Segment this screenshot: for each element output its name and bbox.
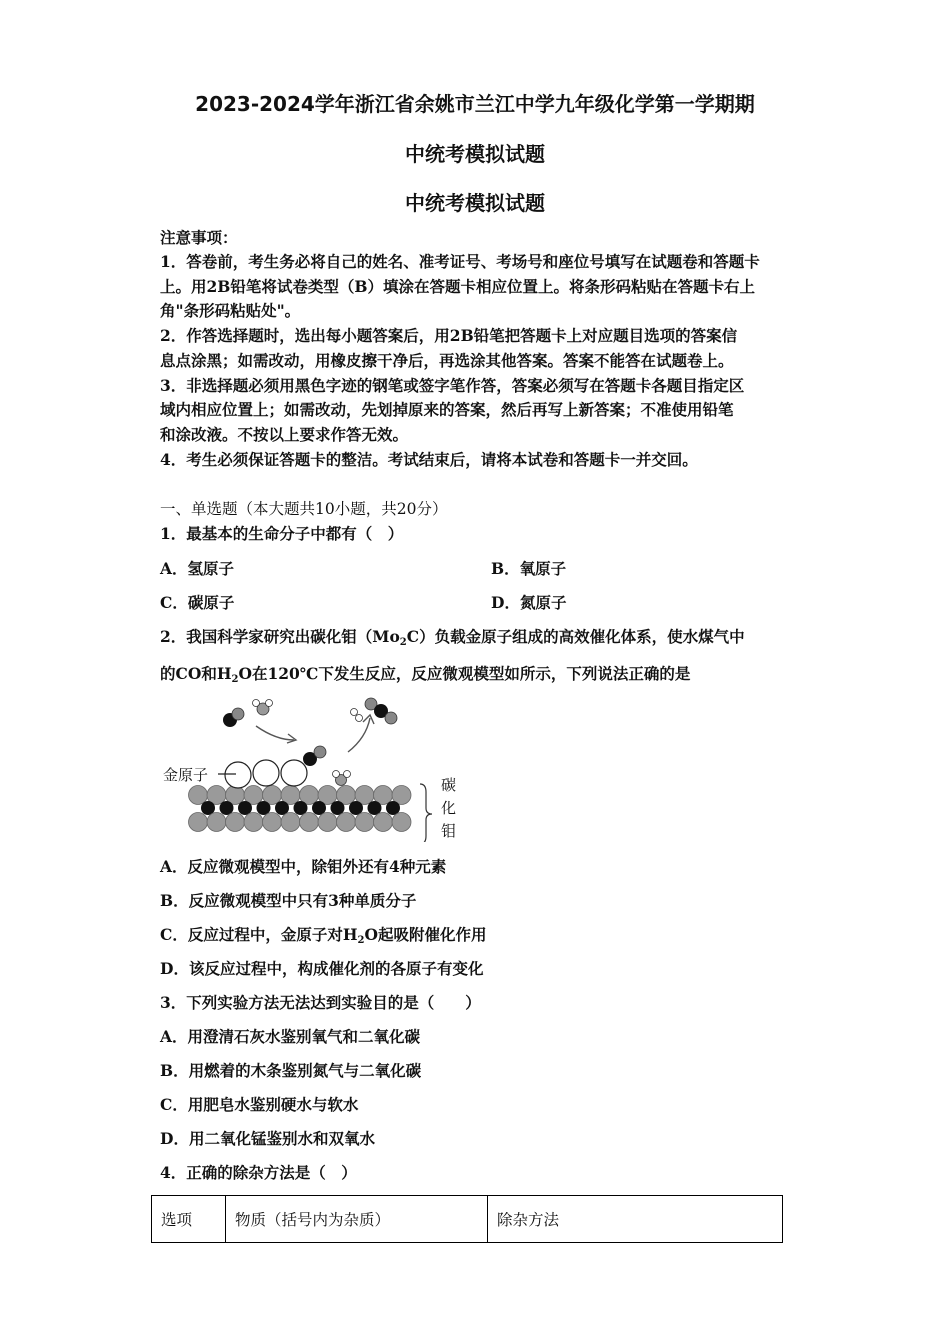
mo-atom [337, 813, 356, 832]
q1-stem: 1．最基本的生命分子中都有（ ） [160, 524, 404, 543]
notice-line: 角"条形码粘贴处"。 [160, 301, 301, 320]
page-title-line3: 中统考模拟试题 [405, 191, 545, 215]
notice-line: 息点涂黑；如需改动，用橡皮擦干净后，再选涂其他答案。答案不能答在试题卷上。 [160, 351, 734, 370]
notice-line: 域内相应位置上；如需改动，先划掉原来的答案，然后再写上新答案；不准使用铅笔 [160, 400, 734, 419]
co-molecule [223, 708, 244, 727]
gold-atoms [225, 760, 307, 788]
q2-stem-line2: 的CO和$H_2O$在120℃下发生反应，反应微观模型如所示，下列说法正确的是 [160, 664, 691, 685]
q2-option-a: A．反应微观模型中，除钼外还有4种元素 [160, 857, 447, 876]
q3-option-b: B．用燃着的木条鉴别氮气与二氧化碳 [160, 1061, 422, 1080]
q1-option-b: B．氧原子 [491, 559, 567, 578]
notice-line: 3．非选择题必须用黑色字迹的钢笔或签字笔作答，答案必须写在答题卡各题目指定区 [160, 376, 745, 395]
q1-option-c: C．碳原子 [160, 593, 235, 612]
gold-atom-label: 金原子 [163, 766, 209, 784]
mo-atom [318, 813, 337, 832]
q1-option-d: D．氮原子 [491, 593, 567, 612]
table-header-method: 除杂方法 [488, 1196, 783, 1243]
mo-atom [374, 813, 393, 832]
mo-atom [244, 813, 263, 832]
q1-option-a: A．氢原子 [160, 559, 235, 578]
mo-atom [207, 813, 226, 832]
arrow-down-icon [256, 726, 294, 740]
table-row [152, 1196, 783, 1243]
h2o-molecule [253, 700, 273, 716]
moc-label: 碳 [441, 776, 457, 794]
notice-line: 2．作答选择题时，选出每小题答案后，用2B铅笔把答题卡上对应题目选项的答案信 [160, 326, 738, 345]
brace-icon [420, 784, 432, 842]
q4-table [151, 1195, 783, 1243]
q3-option-c: C．用肥皂水鉴别硬水与软水 [160, 1095, 359, 1114]
notice-line: 4．考生必须保证答题卡的整洁。考试结束后，请将本试卷和答题卡一并交回。 [160, 450, 698, 469]
q2-option-c: C．反应过程中，金原子对$H_2O$起吸附催化作用 [160, 925, 487, 946]
section-heading: 一、单选题（本大题共10小题，共20分） [160, 500, 448, 518]
molybdenum-carbide-lattice [189, 786, 412, 832]
mo-atom [226, 813, 245, 832]
moc-label: 钼 [441, 822, 457, 840]
mo-atom [281, 813, 300, 832]
notice-heading: 注意事项： [160, 228, 238, 247]
q3-option-d: D．用二氧化锰鉴别水和双氧水 [160, 1129, 375, 1148]
page-title-line1: 2023-2024学年浙江省余姚市兰江中学九年级化学第一学期期 [195, 92, 755, 116]
mo-atom [355, 813, 374, 832]
table-header-option: 选项 [152, 1196, 226, 1243]
adsorbed-h2o [333, 771, 351, 786]
mo-atom [263, 813, 282, 832]
notice-line: 和涂改液。不按以上要求作答无效。 [160, 425, 409, 444]
q3-stem: 3．下列实验方法无法达到实验目的是（ ） [160, 993, 481, 1012]
page-title-line2: 中统考模拟试题 [405, 142, 545, 166]
q2-option-d: D．该反应过程中，构成催化剂的各原子有变化 [160, 959, 484, 978]
q4-stem: 4．正确的除杂方法是（ ） [160, 1163, 357, 1182]
mo-atom [189, 786, 208, 805]
arrow-up-icon [348, 718, 370, 752]
mo-atom [300, 813, 319, 832]
mo-atom [392, 813, 411, 832]
mo-atom [189, 813, 208, 832]
q2-stem-line1: 2．我国科学家研究出碳化钼$(Mo_2C)$负载金原子组成的高效催化体系，使水煤气中 [160, 627, 745, 648]
adsorbed-co [303, 746, 326, 766]
q3-option-a: A．用澄清石灰水鉴别氧气和二氧化碳 [160, 1027, 421, 1046]
table-header-substance: 物质（括号内为杂质） [226, 1196, 488, 1243]
moc-label: 化 [441, 799, 457, 817]
notice-line: 上。用2B铅笔将试卷类型（B）填涂在答题卡相应位置上。将条形码粘贴在答题卡右上 [160, 277, 755, 296]
q2-option-b: B．反应微观模型中只有3种单质分子 [160, 891, 417, 910]
h2-molecule [351, 709, 363, 722]
notice-line: 1．答卷前，考生务必将自己的姓名、准考证号、考场号和座位号填写在试题卷和答题卡 [160, 252, 760, 271]
